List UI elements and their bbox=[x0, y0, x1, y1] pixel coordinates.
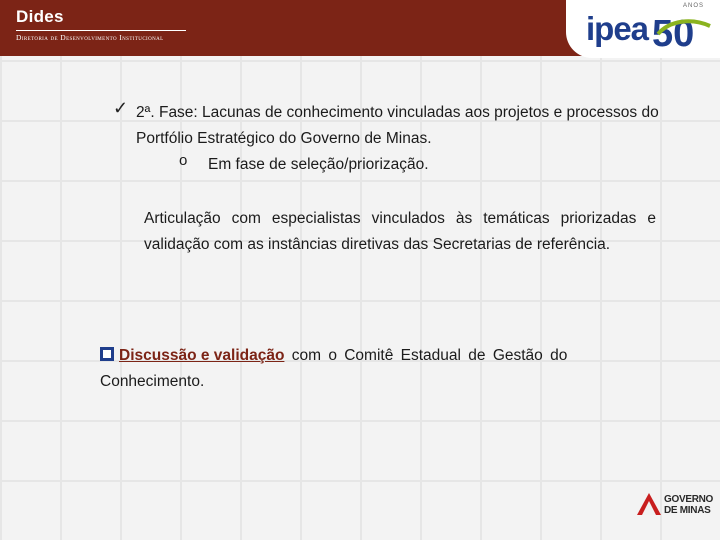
item2-rest-line1: com o Comitê Estadual de Gestão do bbox=[284, 347, 568, 364]
square-bullet-icon bbox=[100, 347, 114, 361]
governo-minas-logo bbox=[664, 494, 713, 516]
header-subtitle: Diretoria de Desenvolvimento Institucional bbox=[16, 33, 164, 42]
header-divider bbox=[16, 30, 186, 31]
governo-minas-triangle-icon bbox=[636, 492, 662, 516]
ipea-50-number: 50 bbox=[652, 13, 695, 50]
item2-line2: Conhecimento. bbox=[100, 373, 205, 390]
item1-text: 2ª. Fase: Lacunas de conhecimento vinculadas aos projetos e processos do Portfólio Estratégico do Governo de Minas. bbox=[136, 104, 659, 147]
item2-line1 bbox=[100, 343, 656, 369]
item2-highlight: Discussão e validação bbox=[119, 347, 285, 364]
item1-subitem-text: Em fase de seleção/priorização. bbox=[208, 156, 429, 173]
app-name: Dides bbox=[16, 7, 64, 26]
circle-bullet-icon: o bbox=[179, 152, 188, 169]
ipea-logo-text: ipea bbox=[586, 10, 649, 47]
de-minas-line: DE MINAS bbox=[664, 505, 711, 516]
ipea-anos-text: ANOS bbox=[683, 3, 705, 9]
ipea-50-logo-icon bbox=[652, 12, 712, 50]
paragraph-text: Articulação com especialistas vinculados às temáticas priorizadas e validação com as instâncias diretivas das Secretarias de referência. bbox=[144, 210, 656, 253]
check-bullet-icon: ✓ bbox=[113, 98, 129, 118]
governo-line: GOVERNO bbox=[664, 494, 714, 505]
